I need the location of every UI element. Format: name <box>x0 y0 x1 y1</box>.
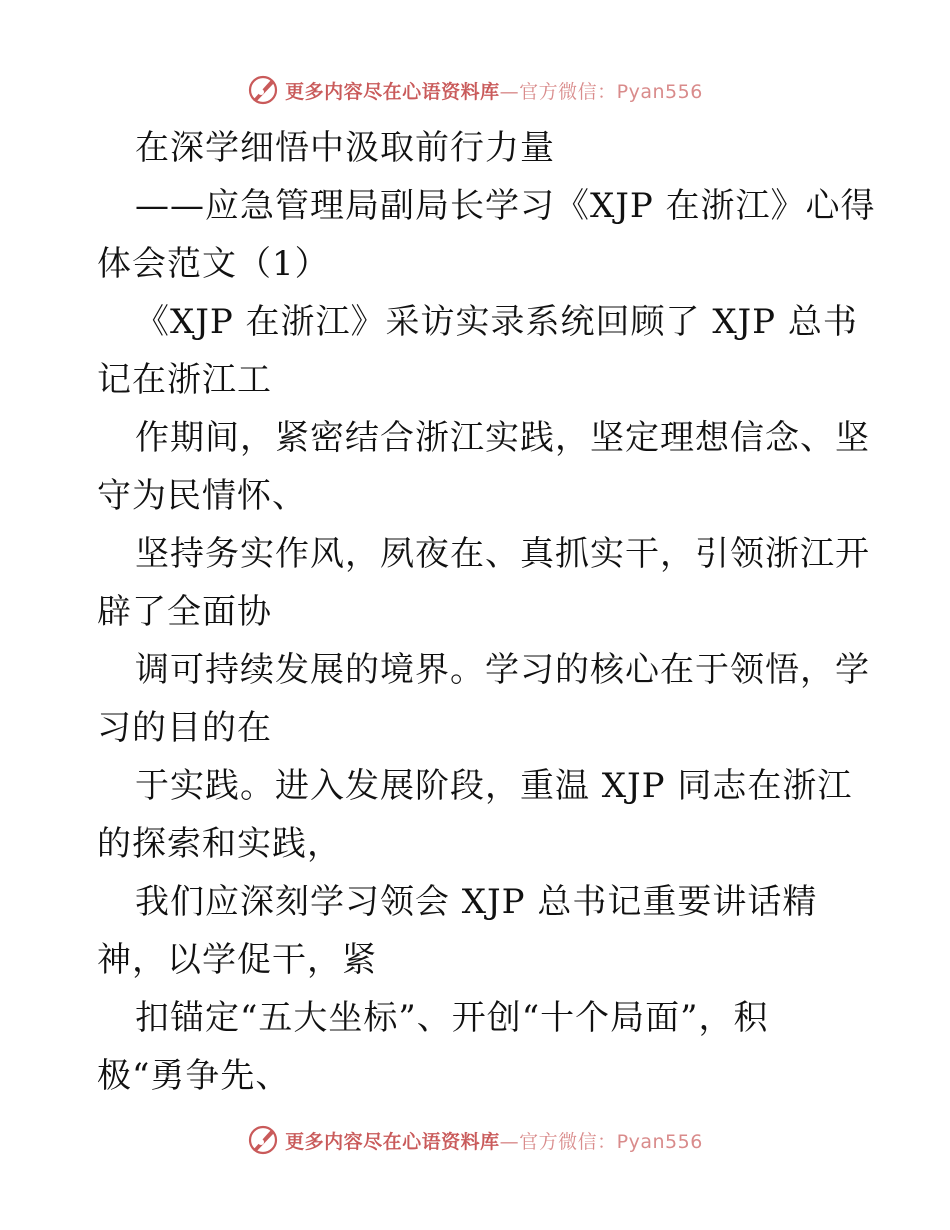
text-line: 调可持续发展的境界。学习的核心在于领悟，学 <box>135 650 870 690</box>
text-line: 扣锚定“五大坐标”、开创“十个局面”，积 <box>135 998 769 1038</box>
text-line: 辟了全面协 <box>97 592 272 632</box>
doc-title: 在深学细悟中汲取前行力量 <box>135 128 555 168</box>
quill-logo-icon <box>247 74 279 106</box>
watermark-text: 更多内容尽在心语资料库—官方微信：Pyan556 <box>285 80 703 103</box>
text-line: 神，以学促干，紧 <box>97 940 377 980</box>
text-line: 的探索和实践， <box>97 824 342 864</box>
doc-subtitle-cont: 体会范文（1） <box>97 244 330 284</box>
text-line: 于实践。进入发展阶段，重温 XJP 同志在浙江 <box>135 766 853 806</box>
text-line: 习的目的在 <box>97 708 272 748</box>
watermark-text: 更多内容尽在心语资料库—官方微信：Pyan556 <box>285 1130 703 1153</box>
footer-watermark <box>0 1120 950 1160</box>
text-line: 守为民情怀、 <box>97 476 307 516</box>
text-line: 《XJP 在浙江》采访实录系统回顾了 XJP 总书 <box>135 302 858 342</box>
quill-logo-icon <box>247 1124 279 1156</box>
header-watermark <box>0 70 950 110</box>
text-line: 作期间，紧密结合浙江实践，坚定理想信念、坚 <box>135 418 870 458</box>
text-line: 记在浙江工 <box>97 360 272 400</box>
text-line: 极“勇争先、 <box>97 1056 291 1096</box>
doc-subtitle: ——应急管理局副局长学习《XJP 在浙江》心得 <box>135 186 876 226</box>
text-line: 坚持务实作风，夙夜在、真抓实干，引领浙江开 <box>135 534 870 574</box>
text-line: 我们应深刻学习领会 XJP 总书记重要讲话精 <box>135 882 818 922</box>
